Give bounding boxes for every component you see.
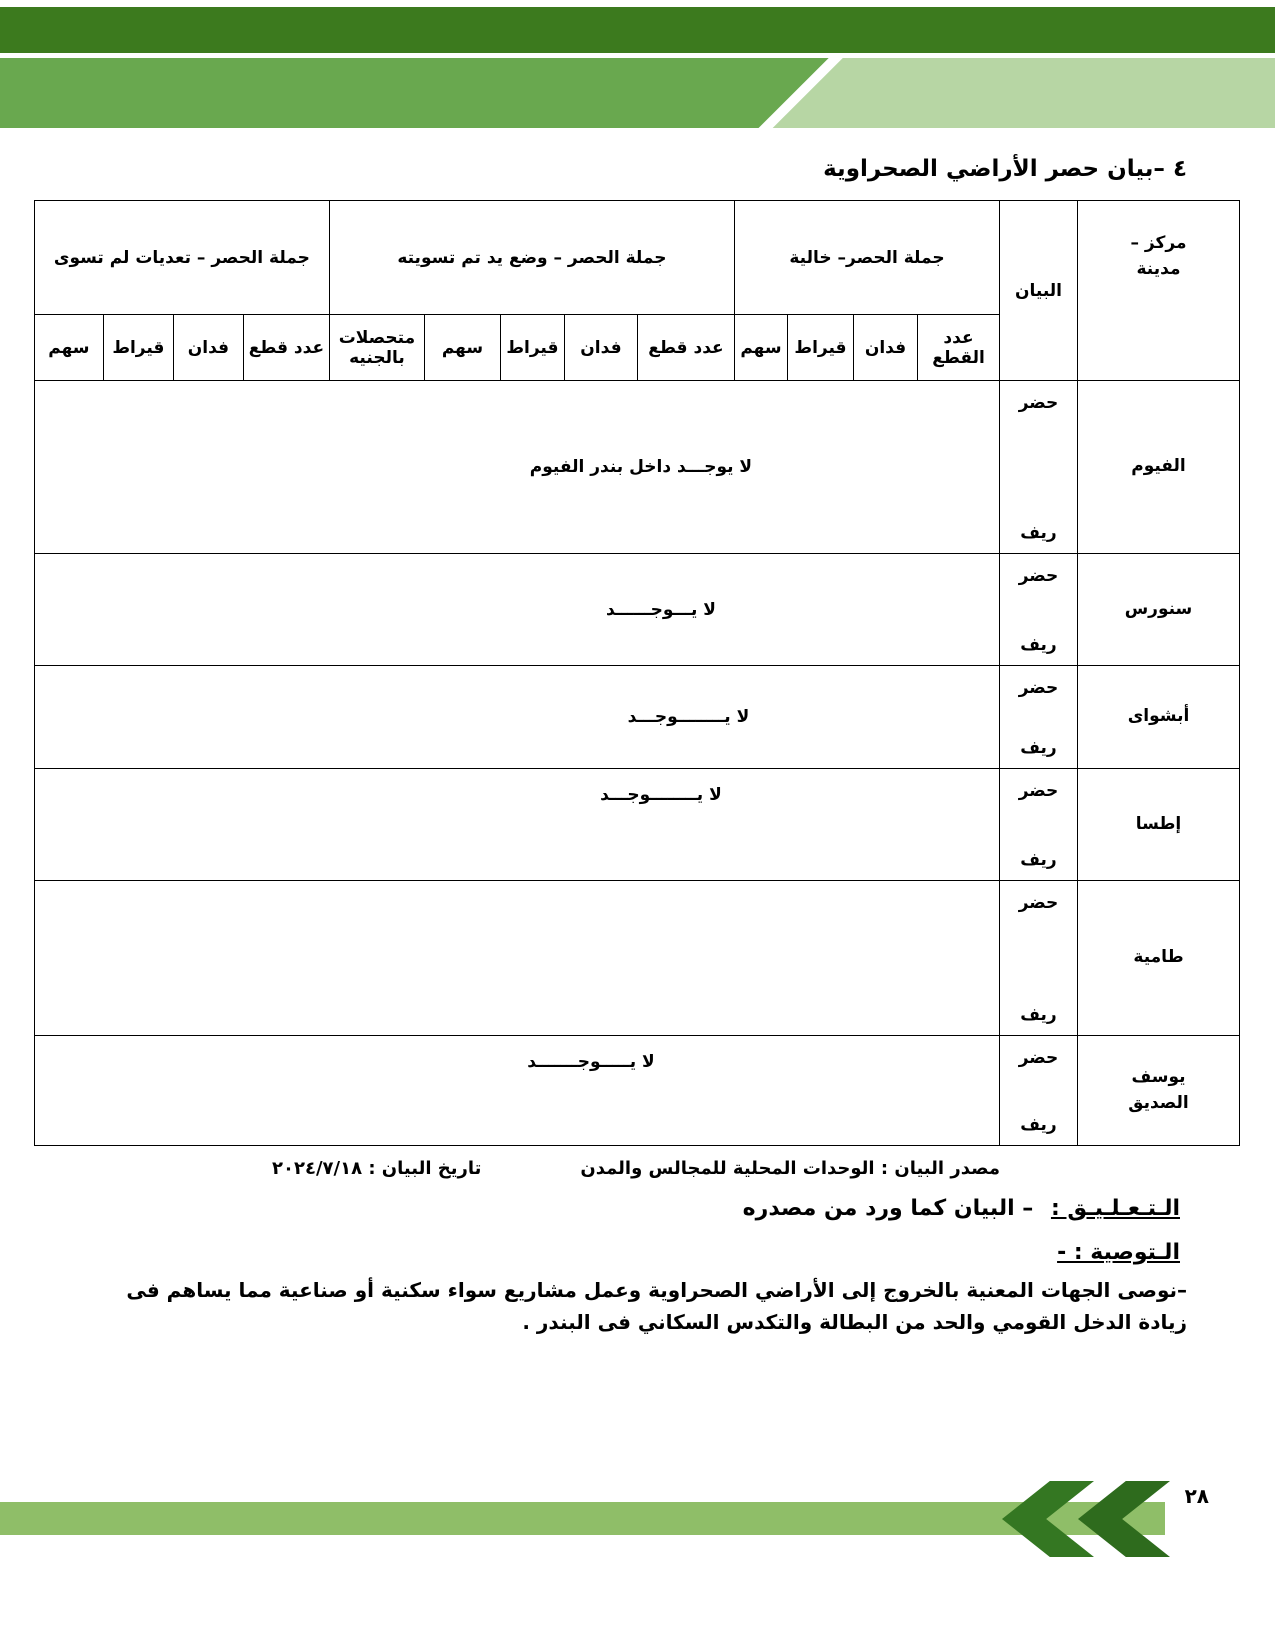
bayan-cell xyxy=(1000,381,1078,554)
table-row xyxy=(34,554,1239,666)
subcol-collections-settled: متحصلات بالجنيه xyxy=(329,315,424,381)
data-date-label: تاريخ البيان : ٢٠٢٤/٧/١٨ xyxy=(272,1158,482,1179)
city-name: أبشواى xyxy=(1078,666,1240,769)
city-name: الفيوم xyxy=(1078,381,1240,554)
bayan-urban-label: حضر xyxy=(1018,1048,1059,1068)
table-row xyxy=(34,666,1239,769)
data-source-label: مصدر البيان : الوحدات المحلية للمجالس والمدن xyxy=(580,1158,1000,1179)
subcol-qirat-settled: قيراط xyxy=(500,315,564,381)
subcol-sahm-settled: سهم xyxy=(424,315,500,381)
bayan-cell xyxy=(1000,666,1078,769)
bayan-cell xyxy=(1000,769,1078,881)
bayan-rural-label: ريف xyxy=(1020,738,1057,758)
bayan-urban-label: حضر xyxy=(1018,781,1059,801)
bayan-rural-label: ريف xyxy=(1020,1115,1057,1135)
comment-text: – البيان كما ورد من مصدره xyxy=(742,1196,1034,1221)
bayan-urban-label: حضر xyxy=(1018,893,1059,913)
bayan-cell xyxy=(1000,1036,1078,1146)
group-header-vacant: جملة الحصر– خالية xyxy=(734,201,999,315)
availability-note: لا يــــــــوجـــد xyxy=(34,769,999,881)
bottom-banner-band xyxy=(0,1502,1165,1535)
header-bayan-column: البيان xyxy=(1000,201,1078,381)
availability-note: لا يـــوجــــــد xyxy=(34,554,999,666)
comment-label: الـتـعـلـيـق : xyxy=(1050,1196,1180,1221)
header-city-column: مركز – مدينة xyxy=(1078,201,1240,381)
availability-note: لا يوجـــد داخل بندر الفيوم xyxy=(34,381,999,554)
subcol-sahm-vacant: سهم xyxy=(734,315,787,381)
desert-lands-table xyxy=(34,200,1240,1146)
subcol-qirat-unsettled: قيراط xyxy=(103,315,173,381)
group-header-unsettled: جملة الحصر – تعديات لم تسوى xyxy=(34,201,329,315)
group-header-settled: جملة الحصر – وضع يد تم تسويته xyxy=(329,201,734,315)
bayan-cell xyxy=(1000,554,1078,666)
availability-note xyxy=(34,881,999,1036)
bayan-rural-label: ريف xyxy=(1020,850,1057,870)
table-row xyxy=(34,881,1239,1036)
bayan-rural-label: ريف xyxy=(1020,523,1057,543)
top-banner-band xyxy=(0,58,1275,128)
comment-line xyxy=(743,1196,1180,1221)
table-row xyxy=(34,1036,1239,1146)
availability-note: لا يـــــوجـــــــد xyxy=(34,1036,999,1146)
bayan-rural-label: ريف xyxy=(1020,1005,1057,1025)
top-banner-dark-stripe xyxy=(0,7,1275,53)
bayan-urban-label: حضر xyxy=(1018,566,1059,586)
recommendation-label: الـتوصية : - xyxy=(1057,1240,1180,1265)
bayan-rural-label: ريف xyxy=(1020,635,1057,655)
city-name: طامية xyxy=(1078,881,1240,1036)
subcol-feddan-vacant: فدان xyxy=(854,315,918,381)
subcol-plots-unsettled: عدد قطع xyxy=(243,315,329,381)
availability-note: لا يــــــــوجـــد xyxy=(34,666,999,769)
page-title: ٤ –بيان حصر الأراضي الصحراوية xyxy=(823,156,1187,182)
table-meta-line xyxy=(0,1158,1275,1186)
city-name: يوسف الصديق xyxy=(1078,1036,1240,1146)
subcol-feddan-unsettled: فدان xyxy=(173,315,243,381)
bayan-urban-label: حضر xyxy=(1018,678,1059,698)
subcol-plots-settled: عدد قطع xyxy=(637,315,734,381)
subcol-sahm-unsettled: سهم xyxy=(34,315,103,381)
subcol-qirat-vacant: قيراط xyxy=(788,315,854,381)
table-row xyxy=(34,381,1239,554)
bayan-urban-label: حضر xyxy=(1018,393,1059,413)
table-row xyxy=(34,769,1239,881)
city-name: إطسا xyxy=(1078,769,1240,881)
subcol-feddan-settled: فدان xyxy=(564,315,637,381)
page-number: ٢٨ xyxy=(1184,1484,1209,1508)
recommendation-paragraph: –نوصى الجهات المعنية بالخروج إلى الأراضي الصحراوية وعمل مشاريع سواء سكنية أو صناعية مما يساهم فى زيادة الدخل القومي والحد من البطالة والتكدس السكاني فى البندر . xyxy=(126,1278,1187,1334)
subcol-plots-vacant: عدد القطع xyxy=(918,315,1000,381)
city-name: سنورس xyxy=(1078,554,1240,666)
bayan-cell xyxy=(1000,881,1078,1036)
